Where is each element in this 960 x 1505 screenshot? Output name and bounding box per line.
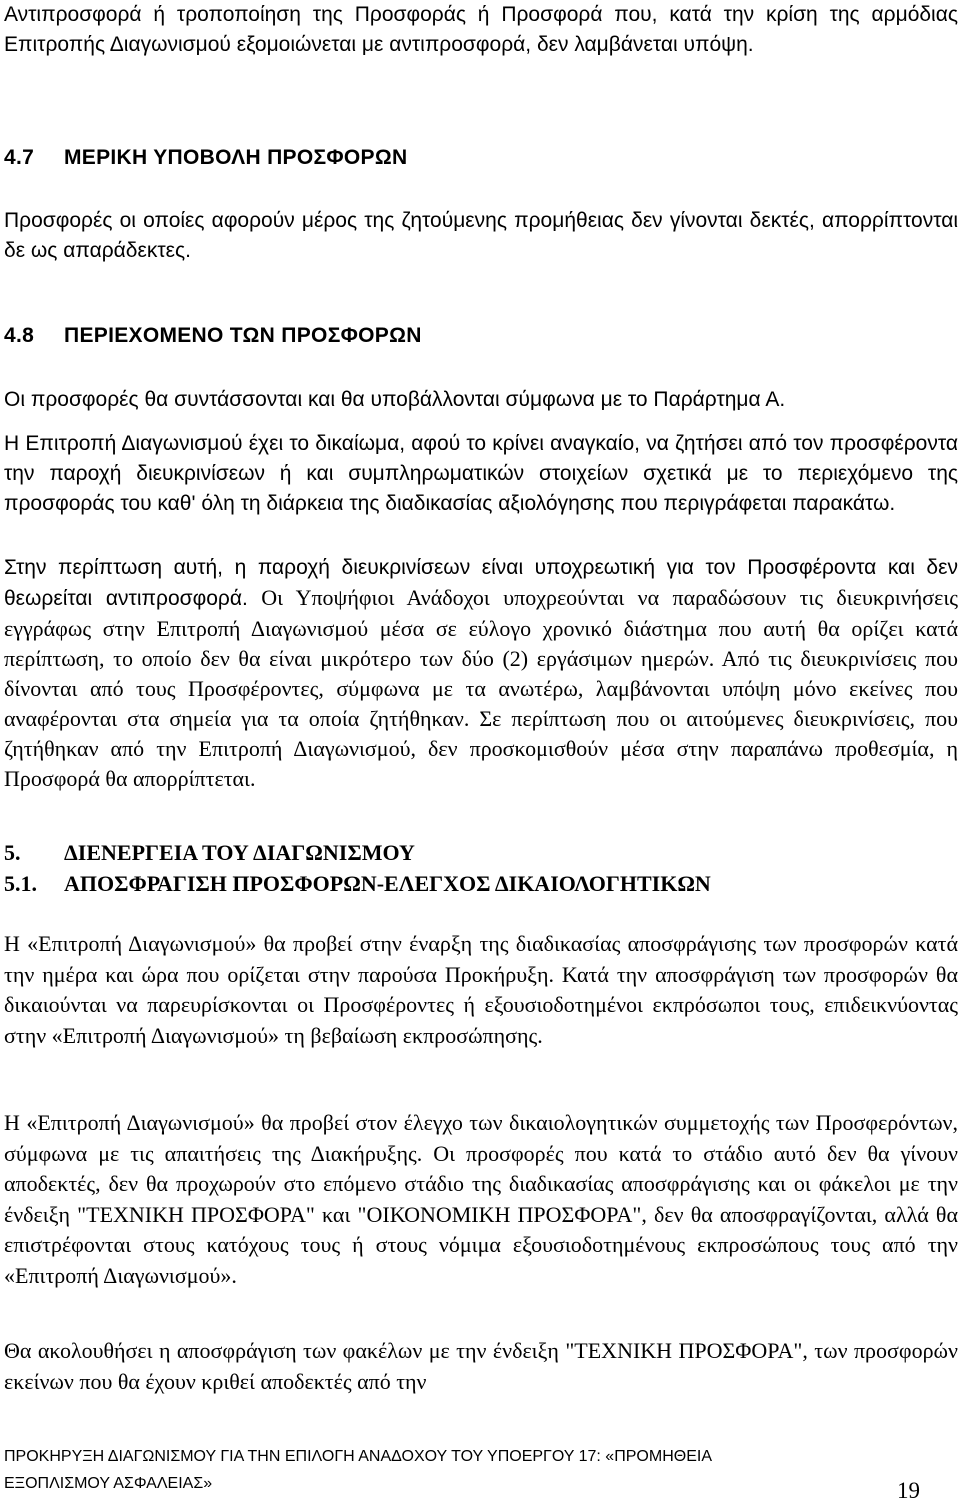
footer-title-line-2: ΕΞΟΠΛΙΣΜΟΥ ΑΣΦΑΛΕΙΑΣ» (4, 1475, 213, 1492)
section-number: 5. (4, 840, 21, 865)
section-heading-5 (4, 840, 958, 866)
partial-offers-paragraph: Προσφορές οι οποίες αφορούν μέρος της ζητούμενης προμήθειας δεν γίνονται δεκτές, απορρίπτονται δε ως απαράδεκτες. (4, 209, 958, 262)
technical-offer-opening-paragraph: Θα ακολουθήσει η αποσφράγιση των φακέλων με την ένδειξη "ΤΕΧΝΙΚΗ ΠΡΟΣΦΟΡΑ", των προσφορών εκείνων που θα έχουν κριθεί αποδεκτές από την (4, 1338, 958, 1394)
page-number: 19 (897, 1478, 920, 1503)
intro-paragraph: Αντιπροσφορά ή τροποποίηση της Προσφοράς ή Προσφορά που, κατά την κρίση της αρμόδιας Επιτροπής Διαγωνισμού εξομοιώνεται με αντιπροσφορά, δεν λαμβάνεται υπόψη. (4, 3, 958, 56)
opening-procedure-paragraph: Η «Επιτροπή Διαγωνισμού» θα προβεί στην έναρξη της διαδικασίας αποσφράγισης των προσφορών κατά την ημέρα και ώρα που ορίζεται στην παρούσα Προκήρυξη. Κατά την αποσφράγιση των προσφορών θα δικαιούνται να παρευρίσκονται οι Προσφέροντες ή εξουσιοδοτημένοι εκπρόσωποι τους, επιδεικνύοντας στην «Επιτροπή Διαγωνισμού» τη βεβαίωση εκπροσώπησης. (4, 931, 958, 1048)
section-title: ΑΠΟΣΦΡΑΓΙΣΗ ΠΡΟΣΦΟΡΩΝ-ΕΛΕΓΧΟΣ ΔΙΚΑΙΟΛΟΓΗΤΙΚΩΝ (64, 871, 711, 896)
section-number: 5.1. (4, 871, 37, 896)
section-heading-4-7 (4, 146, 958, 170)
footer-title-line-1: ΠΡΟΚΗΡΥΞΗ ΔΙΑΓΩΝΙΣΜΟΥ ΓΙΑ ΤΗΝ ΕΠΙΛΟΓΗ ΑΝΑΔΟΧΟΥ ΤΟΥ ΥΠΟΕΡΓΟΥ 17: «ΠΡΟΜΗΘΕΙΑ (4, 1448, 712, 1465)
section-title: ΜΕΡΙΚΗ ΥΠΟΒΟΛΗ ΠΡΟΣΦΟΡΩΝ (64, 146, 408, 169)
section-number: 4.7 (4, 146, 35, 169)
committee-rights-paragraph: Η Επιτροπή Διαγωνισμού έχει το δικαίωμα, αφού το κρίνει αναγκαίο, να ζητήσει από τον προσφέροντα την παροχή διευκρινίσεων ή και συμπληρωματικών στοιχείων σχετικά με το περιεχόμενο της προσφοράς του καθ' όλη τη διάρκεια της διαδικασίας αξιολόγησης που περιγράφεται παρακάτω. (4, 432, 958, 515)
offer-content-paragraph: Οι προσφορές θα συντάσσονται και θα υποβάλλονται σύμφωνα με το Παράρτημα Α. (4, 388, 786, 411)
participation-check-paragraph: Η «Επιτροπή Διαγωνισμού» θα προβεί στον έλεγχο των δικαιολογητικών συμμετοχής των Προσφερόντων, σύμφωνα με τις απαιτήσεις της Διακήρυξης. Οι προσφορές που κατά το στάδιο αυτό δεν θα γίνουν αποδεκτές, δεν θα προχωρούν στο επόμενο στάδιο της διαδικασίας αποσφράγισης και οι φάκελοι με την ένδειξη "ΤΕΧΝΙΚΗ ΠΡΟΣΦΟΡΑ" και "ΟΙΚΟΝΟΜΙΚΗ ΠΡΟΣΦΟΡΑ", δεν θα αποσφραγίζονται, αλλά θα επιστρέφονται στους κατόχους τους ή στους νόμιμα εξουσιοδοτημένους εκπροσώπους τους από την «Επιτροπή Διαγωνισμού». (4, 1110, 958, 1288)
section-number: 4.8 (4, 324, 35, 347)
clarifications-deadline-text: Οι Υποψήφιοι Ανάδοχοι υποχρεούνται να παραδώσουν τις διευκρινήσεις εγγράφως στην Επιτροπή Διαγωνισμού μέσα σε εύλογο χρονικό διάστημα που αυτή θα ορίζει κατά περίπτωση, το οποίο δεν θα είναι μικρότερο των δύο (2) εργάσιμων ημερών. Από τις διευκρινίσεις που δίνονται από τους Προσφέροντες, σύμφωνα με τα ανωτέρω, λαμβάνονται υπόψη μόνο εκείνες που αναφέρονται στα σημεία για τα οποία ζητήθηκαν. Σε περίπτωση που οι αιτούμενες διευκρινίσεις, που ζητήθηκαν από την Επιτροπή Διαγωνισμού, δεν προσκομισθούν μέσα στην παραπάνω προθεσμία, η Προσφορά θα απορρίπτεται. (4, 585, 958, 791)
clarifications-paragraph (4, 552, 958, 794)
section-heading-4-8 (4, 324, 958, 348)
section-heading-5-1 (4, 871, 958, 897)
section-title: ΔΙΕΝΕΡΓΕΙΑ ΤΟΥ ΔΙΑΓΩΝΙΣΜΟΥ (64, 840, 415, 865)
clarifications-mandatory-text: Στην περίπτωση αυτή, η παροχή διευκρινίσεων είναι υποχρεωτική για τον Προσφέροντα και δεν θεωρείται αντιπροσφορά. (4, 556, 958, 610)
page-footer (4, 1443, 958, 1497)
section-title: ΠΕΡΙΕΧΟΜΕΝΟ ΤΩΝ ΠΡΟΣΦΟΡΩΝ (64, 324, 422, 347)
